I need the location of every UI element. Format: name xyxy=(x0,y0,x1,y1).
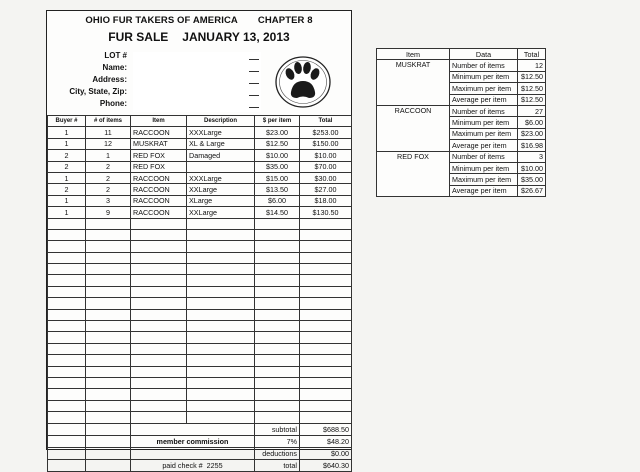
total-cell: $150.00 xyxy=(300,138,352,149)
summary-data-label: Average per item xyxy=(450,185,518,196)
items-cell: 1 xyxy=(86,150,131,161)
empty-cell xyxy=(255,275,300,286)
sale-date: JANUARY 13, 2013 xyxy=(182,30,290,44)
summary-data-label: Minimum per item xyxy=(450,71,518,82)
empty-table-row xyxy=(48,264,352,275)
empty-cell xyxy=(86,400,131,411)
empty-cell xyxy=(86,286,131,297)
empty-cell xyxy=(300,332,352,343)
empty-cell xyxy=(187,218,255,229)
empty-cell xyxy=(187,355,255,366)
empty-cell xyxy=(255,377,300,388)
items-cell: 2 xyxy=(86,184,131,195)
deductions-row xyxy=(48,447,352,459)
table-row xyxy=(48,138,352,149)
buyer-cell: 2 xyxy=(48,184,86,195)
table-header-row xyxy=(48,116,352,127)
empty-cell xyxy=(255,264,300,275)
empty-cell xyxy=(131,355,187,366)
empty-cell xyxy=(255,252,300,263)
empty-cell xyxy=(300,298,352,309)
empty-cell xyxy=(187,332,255,343)
item-cell: RACCOON xyxy=(131,172,187,183)
empty-cell xyxy=(300,343,352,354)
summary-data-label: Average per item xyxy=(450,94,518,105)
paid-check-cell xyxy=(131,459,255,471)
empty-cell xyxy=(48,423,86,435)
empty-cell xyxy=(300,412,352,423)
empty-cell xyxy=(86,298,131,309)
total-cell: $70.00 xyxy=(300,161,352,172)
description-cell: XLarge xyxy=(187,195,255,206)
empty-cell xyxy=(86,229,131,240)
total-cell: $30.00 xyxy=(300,172,352,183)
summary-total-value: 12 xyxy=(518,60,546,71)
name-label: Name: xyxy=(102,63,127,72)
empty-table-row xyxy=(48,309,352,320)
subtotal-label: subtotal xyxy=(255,423,300,435)
form-header xyxy=(47,15,351,26)
empty-cell xyxy=(255,286,300,297)
sale-header xyxy=(47,30,351,44)
city-state-zip-label: City, State, Zip: xyxy=(69,87,127,96)
summary-total-value: $35.00 xyxy=(518,174,546,185)
empty-cell xyxy=(131,377,187,388)
summary-data-label: Maximum per item xyxy=(450,174,518,185)
empty-cell xyxy=(255,321,300,332)
empty-cell xyxy=(255,332,300,343)
description-cell: XXXLarge xyxy=(187,127,255,138)
summary-total-value: $12.50 xyxy=(518,83,546,94)
summary-data-label: Maximum per item xyxy=(450,83,518,94)
empty-cell xyxy=(255,400,300,411)
org-title: OHIO FUR TAKERS OF AMERICA xyxy=(85,15,238,26)
empty-table-row xyxy=(48,343,352,354)
empty-cell xyxy=(131,400,187,411)
seller-info-box xyxy=(133,52,261,112)
empty-table-row xyxy=(48,355,352,366)
description-cell: Damaged xyxy=(187,150,255,161)
summary-item-name: RACCOON xyxy=(377,105,450,151)
empty-cell xyxy=(86,332,131,343)
empty-cell xyxy=(86,459,131,471)
commission-value: $48.20 xyxy=(300,435,352,447)
empty-cell xyxy=(255,229,300,240)
empty-cell xyxy=(300,366,352,377)
empty-cell xyxy=(48,275,86,286)
summary-item-name: MUSKRAT xyxy=(377,60,450,106)
empty-cell xyxy=(255,412,300,423)
empty-cell xyxy=(86,309,131,320)
item-cell: MUSKRAT xyxy=(131,138,187,149)
summary-total-value: $16.98 xyxy=(518,140,546,151)
total-cell: $18.00 xyxy=(300,195,352,206)
empty-cell xyxy=(48,366,86,377)
price-cell: $6.00 xyxy=(255,195,300,206)
paw-print-logo-icon xyxy=(273,54,333,109)
total-cell: $253.00 xyxy=(300,127,352,138)
paid-check-label: paid check # xyxy=(162,460,203,470)
empty-table-row xyxy=(48,241,352,252)
empty-cell xyxy=(131,252,187,263)
summary-col-total: Total xyxy=(518,49,546,60)
empty-cell xyxy=(131,241,187,252)
phone-label: Phone: xyxy=(99,99,127,108)
empty-table-row xyxy=(48,412,352,423)
empty-cell xyxy=(255,343,300,354)
field-line xyxy=(249,59,259,60)
empty-cell xyxy=(255,298,300,309)
summary-table xyxy=(376,48,546,197)
address-label: Address: xyxy=(92,75,127,84)
chapter-label: CHAPTER 8 xyxy=(257,15,313,26)
table-row xyxy=(48,127,352,138)
summary-data-label: Number of items xyxy=(450,60,518,71)
empty-cell xyxy=(300,309,352,320)
empty-cell xyxy=(300,389,352,400)
buyer-cell: 1 xyxy=(48,127,86,138)
summary-header-row xyxy=(377,49,546,60)
empty-cell xyxy=(131,332,187,343)
empty-cell xyxy=(300,377,352,388)
summary-data-label: Number of items xyxy=(450,105,518,116)
summary-row xyxy=(377,60,546,71)
empty-cell xyxy=(187,389,255,400)
table-row xyxy=(48,172,352,183)
buyer-cell: 1 xyxy=(48,207,86,218)
empty-cell xyxy=(48,229,86,240)
price-cell: $35.00 xyxy=(255,161,300,172)
empty-table-row xyxy=(48,286,352,297)
empty-cell xyxy=(48,264,86,275)
empty-cell xyxy=(86,447,131,459)
buyer-cell: 1 xyxy=(48,195,86,206)
price-cell: $15.00 xyxy=(255,172,300,183)
description-cell: XXLarge xyxy=(187,184,255,195)
empty-cell xyxy=(86,275,131,286)
description-cell: XL & Large xyxy=(187,138,255,149)
field-line xyxy=(249,95,259,96)
empty-cell xyxy=(48,343,86,354)
col-header-items: # of items xyxy=(86,116,131,127)
empty-cell xyxy=(86,252,131,263)
empty-cell xyxy=(131,389,187,400)
empty-cell xyxy=(131,412,187,423)
summary-item-name: RED FOX xyxy=(377,151,450,197)
empty-table-row xyxy=(48,400,352,411)
empty-cell xyxy=(86,343,131,354)
summary-total-value: $12.50 xyxy=(518,94,546,105)
empty-cell xyxy=(187,366,255,377)
price-cell: $23.00 xyxy=(255,127,300,138)
summary-total-value: $10.00 xyxy=(518,162,546,173)
items-cell: 11 xyxy=(86,127,131,138)
summary-total-value: $26.67 xyxy=(518,185,546,196)
empty-cell xyxy=(48,218,86,229)
commission-percent: 7% xyxy=(255,435,300,447)
empty-cell xyxy=(187,241,255,252)
item-cell: RACCOON xyxy=(131,184,187,195)
item-cell: RED FOX xyxy=(131,150,187,161)
item-cell: RACCOON xyxy=(131,127,187,138)
empty-cell xyxy=(300,252,352,263)
empty-cell xyxy=(86,218,131,229)
empty-table-row xyxy=(48,229,352,240)
deductions-value: $0.00 xyxy=(300,447,352,459)
description-cell xyxy=(187,161,255,172)
empty-cell xyxy=(48,241,86,252)
empty-table-row xyxy=(48,332,352,343)
empty-cell xyxy=(131,298,187,309)
empty-cell xyxy=(86,321,131,332)
table-row xyxy=(48,195,352,206)
items-cell: 12 xyxy=(86,138,131,149)
summary-total-value: $23.00 xyxy=(518,128,546,139)
empty-cell xyxy=(131,264,187,275)
total-cell: $27.00 xyxy=(300,184,352,195)
empty-cell xyxy=(255,241,300,252)
summary-data-label: Minimum per item xyxy=(450,117,518,128)
empty-cell xyxy=(48,298,86,309)
empty-cell xyxy=(300,218,352,229)
empty-table-row xyxy=(48,321,352,332)
empty-cell xyxy=(48,252,86,263)
empty-cell xyxy=(131,309,187,320)
empty-cell xyxy=(187,286,255,297)
price-cell: $10.00 xyxy=(255,150,300,161)
empty-table-row xyxy=(48,275,352,286)
empty-cell xyxy=(131,229,187,240)
empty-cell xyxy=(131,366,187,377)
empty-cell xyxy=(187,321,255,332)
commission-label: member commission xyxy=(131,435,255,447)
empty-cell xyxy=(131,321,187,332)
empty-cell xyxy=(300,400,352,411)
empty-cell xyxy=(86,355,131,366)
total-cell: $130.50 xyxy=(300,207,352,218)
summary-total-value: 3 xyxy=(518,151,546,162)
empty-cell xyxy=(187,298,255,309)
empty-cell xyxy=(48,447,86,459)
empty-cell xyxy=(131,275,187,286)
items-cell: 3 xyxy=(86,195,131,206)
items-cell: 2 xyxy=(86,172,131,183)
table-row xyxy=(48,150,352,161)
field-line xyxy=(249,107,259,108)
buyer-cell: 2 xyxy=(48,161,86,172)
paid-check-number: 2255 xyxy=(206,460,223,470)
deductions-label: deductions xyxy=(255,447,300,459)
empty-cell xyxy=(300,275,352,286)
empty-cell xyxy=(86,241,131,252)
subtotal-value: $688.50 xyxy=(300,423,352,435)
empty-cell xyxy=(131,447,255,459)
summary-total-value: $12.50 xyxy=(518,71,546,82)
empty-table-row xyxy=(48,366,352,377)
empty-cell xyxy=(48,321,86,332)
empty-cell xyxy=(48,377,86,388)
sale-title: FUR SALE xyxy=(108,30,169,44)
empty-cell xyxy=(187,252,255,263)
empty-cell xyxy=(187,412,255,423)
empty-cell xyxy=(48,389,86,400)
col-header-description: Description xyxy=(187,116,255,127)
description-cell: XXXLarge xyxy=(187,172,255,183)
empty-cell xyxy=(187,400,255,411)
price-cell: $14.50 xyxy=(255,207,300,218)
empty-cell xyxy=(300,321,352,332)
empty-cell xyxy=(48,459,86,471)
buyer-cell: 1 xyxy=(48,138,86,149)
empty-cell xyxy=(86,377,131,388)
summary-col-data: Data xyxy=(450,49,518,60)
buyer-cell: 2 xyxy=(48,150,86,161)
empty-cell xyxy=(48,355,86,366)
fur-sale-form xyxy=(46,10,352,470)
summary-data-label: Maximum per item xyxy=(450,128,518,139)
description-cell: XXLarge xyxy=(187,207,255,218)
empty-table-row xyxy=(48,298,352,309)
empty-cell xyxy=(255,218,300,229)
empty-cell xyxy=(86,412,131,423)
empty-cell xyxy=(187,275,255,286)
items-cell: 2 xyxy=(86,161,131,172)
empty-cell xyxy=(300,241,352,252)
price-cell: $13.50 xyxy=(255,184,300,195)
empty-cell xyxy=(48,400,86,411)
total-cell: $10.00 xyxy=(300,150,352,161)
empty-table-row xyxy=(48,218,352,229)
table-row xyxy=(48,207,352,218)
empty-cell xyxy=(187,343,255,354)
summary-data-label: Average per item xyxy=(450,140,518,151)
buyer-cell: 1 xyxy=(48,172,86,183)
table-row xyxy=(48,184,352,195)
empty-cell xyxy=(255,355,300,366)
empty-table-row xyxy=(48,389,352,400)
summary-total-value: 27 xyxy=(518,105,546,116)
items-cell: 9 xyxy=(86,207,131,218)
empty-cell xyxy=(255,389,300,400)
summary-col-item: Item xyxy=(377,49,450,60)
empty-cell xyxy=(187,264,255,275)
empty-cell xyxy=(131,343,187,354)
empty-cell xyxy=(187,229,255,240)
empty-cell xyxy=(48,412,86,423)
empty-cell xyxy=(86,264,131,275)
empty-cell xyxy=(255,366,300,377)
total-value: $640.30 xyxy=(300,459,352,471)
empty-cell xyxy=(48,286,86,297)
empty-cell xyxy=(48,435,86,447)
summary-row xyxy=(377,105,546,116)
col-header-price-per-item: $ per item xyxy=(255,116,300,127)
item-cell: RACCOON xyxy=(131,207,187,218)
col-header-buyer: Buyer # xyxy=(48,116,86,127)
empty-cell xyxy=(86,423,131,435)
empty-cell xyxy=(48,332,86,343)
empty-cell xyxy=(48,309,86,320)
lot-label: LOT # xyxy=(104,51,127,60)
price-cell: $12.50 xyxy=(255,138,300,149)
sale-items-table xyxy=(47,115,352,472)
summary-data-label: Number of items xyxy=(450,151,518,162)
summary-total-value: $6.00 xyxy=(518,117,546,128)
empty-cell xyxy=(131,218,187,229)
empty-cell xyxy=(131,286,187,297)
summary-data-label: Minimum per item xyxy=(450,162,518,173)
subtotal-row xyxy=(48,423,352,435)
empty-cell xyxy=(86,389,131,400)
col-header-total: Total xyxy=(300,116,352,127)
empty-cell xyxy=(300,286,352,297)
empty-cell xyxy=(255,309,300,320)
empty-cell xyxy=(86,435,131,447)
field-line xyxy=(249,71,259,72)
commission-row xyxy=(48,435,352,447)
empty-cell xyxy=(300,355,352,366)
empty-cell xyxy=(86,366,131,377)
total-label: total xyxy=(255,459,300,471)
empty-cell xyxy=(131,423,255,435)
empty-cell xyxy=(300,264,352,275)
total-row xyxy=(48,459,352,471)
col-header-item: Item xyxy=(131,116,187,127)
table-row xyxy=(48,161,352,172)
empty-cell xyxy=(300,229,352,240)
field-line xyxy=(249,83,259,84)
summary-row xyxy=(377,151,546,162)
item-cell: RED FOX xyxy=(131,161,187,172)
empty-cell xyxy=(187,377,255,388)
empty-table-row xyxy=(48,377,352,388)
item-cell: RACCOON xyxy=(131,195,187,206)
empty-table-row xyxy=(48,252,352,263)
empty-cell xyxy=(187,309,255,320)
